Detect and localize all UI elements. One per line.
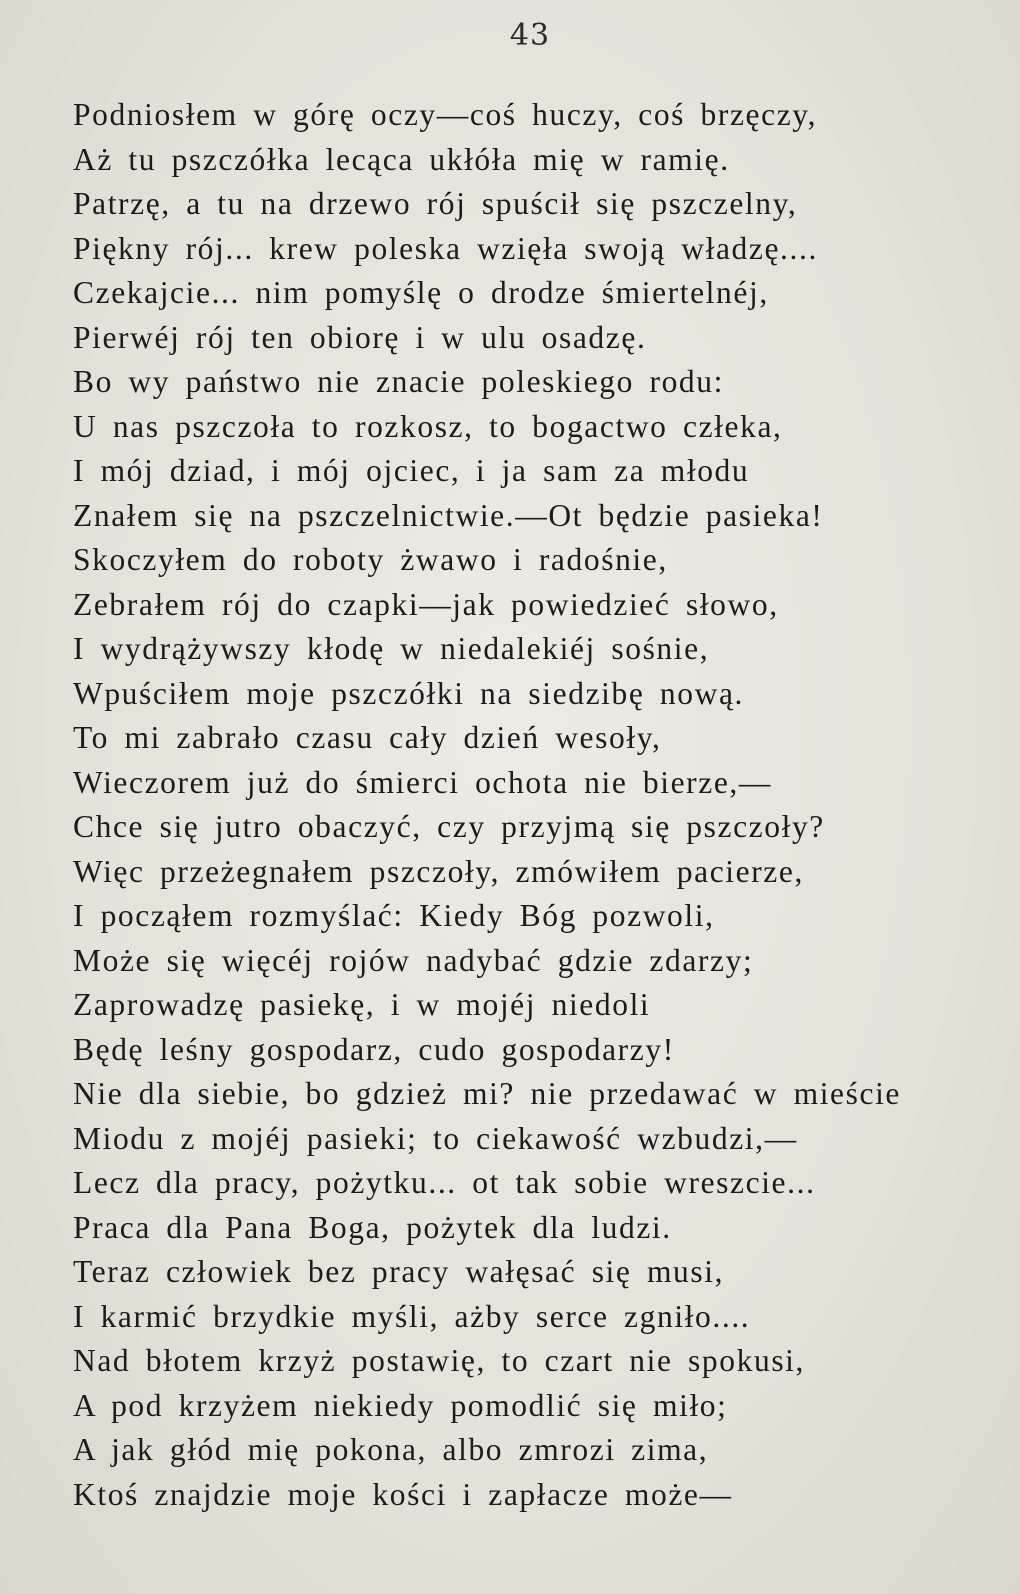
poem-line: Teraz człowiek bez pracy wałęsać się musi,	[73, 1254, 725, 1289]
poem-text	[73, 93, 973, 1517]
poem-line: A jak głód mię pokona, albo zmrozi zima,	[73, 1432, 709, 1467]
poem-line: Patrzę, a tu na drzewo rój spuścił się pszczelny,	[73, 186, 798, 221]
poem-line: U nas pszczoła to rozkosz, to bogactwo człeka,	[73, 408, 783, 444]
poem-line: Chce się jutro obaczyć, czy przyjmą się pszczoły?	[73, 809, 825, 844]
poem-line: Piękny rój... krew poleska wzięła swoją władzę....	[73, 230, 818, 266]
poem-line: Miodu z mojéj pasieki; to ciekawość wzbudzi,—	[73, 1120, 798, 1156]
poem-line: Nad błotem krzyż postawię, to czart nie spokusi,	[73, 1343, 806, 1378]
poem-line: Lecz dla pracy, pożytku... ot tak sobie wreszcie...	[73, 1165, 816, 1200]
poem-line: Może się więcéj rojów nadybać gdzie zdarzy;	[73, 942, 754, 978]
poem-line: Bo wy państwo nie znacie poleskiego rodu:	[73, 364, 724, 399]
poem-line: I począłem rozmyślać: Kiedy Bóg pozwoli,	[73, 898, 715, 933]
poem-line: To mi zabrało czasu cały dzień wesoły,	[73, 720, 662, 755]
poem-line: I karmić brzydkie myśli, ażby serce zgniło....	[73, 1298, 751, 1334]
poem-line: A pod krzyżem niekiedy pomodlić się miło;	[73, 1387, 728, 1423]
poem-line: Aż tu pszczółka lecąca ukłóła mię w ramię.	[73, 141, 730, 177]
poem-line: Zaprowadzę pasiekę, i w mojéj niedoli	[73, 987, 651, 1022]
poem-line: Podniosłem w górę oczy—coś huczy, coś brzęczy,	[73, 97, 818, 132]
poem-line: Praca dla Pana Boga, pożytek dla ludzi.	[73, 1209, 672, 1245]
poem-line: Więc przeżegnałem pszczoły, zmówiłem pacierze,	[73, 853, 804, 889]
poem-line: Będę leśny gospodarz, cudo gospodarzy!	[73, 1031, 675, 1067]
page-number: 43	[509, 18, 551, 53]
poem-line: Ktoś znajdzie moje kości i zapłacze może—	[73, 1476, 733, 1512]
poem-line: Skoczyłem do roboty żwawo i radośnie,	[73, 542, 668, 577]
poem-line: Czekajcie... nim pomyślę o drodze śmiertelnéj,	[73, 275, 769, 310]
poem-line: Pierwéj rój ten obiorę i w ulu osadzę.	[73, 319, 647, 355]
poem-line: Zebrałem rój do czapki—jak powiedzieć słowo,	[73, 586, 779, 622]
poem-line: Nie dla siebie, bo gdzież mi? nie przedawać w mieście	[73, 1076, 902, 1111]
poem-line: I mój dziad, i mój ojciec, i ja sam za młodu	[73, 453, 750, 488]
poem-line: I wydrążywszy kłodę w niedalekiéj sośnie,	[73, 631, 710, 666]
poem-line: Wpuściłem moje pszczółki na siedzibę nową.	[73, 675, 745, 711]
poem-line: Znałem się na pszczelnictwie.—Ot będzie pasieka!	[73, 497, 824, 533]
poem-line: Wieczorem już do śmierci ochota nie bierze,—	[73, 764, 772, 800]
